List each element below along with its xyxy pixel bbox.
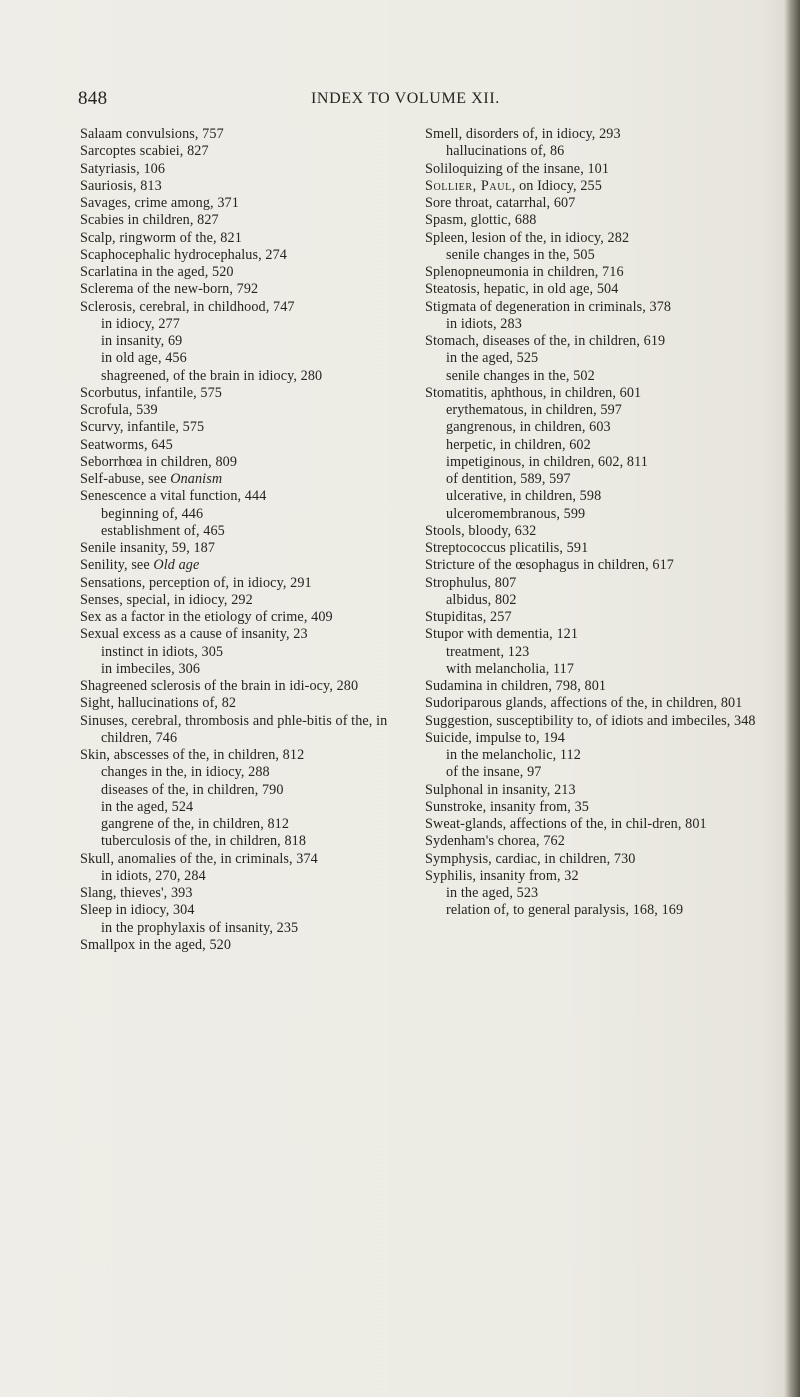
entry-text: Sunstroke, insanity from, 35 bbox=[425, 798, 589, 815]
index-entry bbox=[425, 385, 795, 402]
index-entry bbox=[425, 264, 795, 281]
entry-text: Senses, special, in idiocy, 292 bbox=[80, 591, 253, 608]
index-entry bbox=[425, 868, 795, 885]
index-entry bbox=[425, 799, 795, 816]
entry-text: treatment, 123 bbox=[446, 643, 530, 660]
index-entry bbox=[80, 471, 410, 488]
entry-text: Skull, anomalies of the, in criminals, 374 bbox=[80, 850, 318, 867]
index-entry bbox=[425, 695, 795, 712]
index-subentry bbox=[425, 316, 795, 333]
index-entry bbox=[80, 626, 410, 643]
entry-text: Suggestion, susceptibility to, of idiots and imbeciles, 348 bbox=[425, 712, 756, 729]
entry-text: Streptococcus plicatilis, 591 bbox=[425, 540, 589, 556]
entry-text: Sore throat, catarrhal, 607 bbox=[425, 195, 576, 211]
entry-text: Scorbutus, infantile, 575 bbox=[80, 384, 222, 401]
index-subentry bbox=[425, 661, 795, 678]
index-entry bbox=[425, 161, 795, 178]
index-entry bbox=[80, 695, 410, 712]
index-column-right bbox=[425, 126, 795, 920]
index-entry bbox=[80, 902, 410, 919]
index-subentry bbox=[425, 247, 795, 264]
entry-text: Stools, bloody, 632 bbox=[425, 522, 537, 539]
index-column-left bbox=[80, 126, 410, 954]
entry-text: Syphilis, insanity from, 32 bbox=[425, 867, 579, 884]
index-subentry bbox=[80, 523, 410, 540]
index-entry bbox=[80, 885, 410, 902]
index-entry bbox=[425, 678, 795, 695]
entry-text: in insanity, 69 bbox=[101, 333, 183, 349]
entry-text: Scarlatina in the aged, 520 bbox=[80, 264, 234, 280]
entry-text: of dentition, 589, 597 bbox=[446, 471, 571, 487]
entry-text: in idiots, 283 bbox=[446, 315, 522, 332]
index-entry bbox=[425, 609, 795, 626]
index-entry bbox=[80, 161, 410, 178]
index-entry bbox=[80, 281, 410, 298]
entry-text: Self-abuse, see bbox=[80, 471, 171, 487]
entry-text: Slang, thieves', 393 bbox=[80, 885, 193, 901]
entry-text: Symphysis, cardiac, in children, 730 bbox=[425, 850, 636, 867]
entry-text: shagreened, of the brain in idiocy, 280 bbox=[101, 367, 323, 384]
entry-text: Soliloquizing of the insane, 101 bbox=[425, 160, 610, 177]
entry-text: Sweat-glands, affections of the, in chil-dren, 801 bbox=[425, 816, 707, 832]
entry-text: albidus, 802 bbox=[446, 591, 517, 608]
entry-text: of the insane, 97 bbox=[446, 764, 542, 781]
index-subentry bbox=[425, 488, 795, 505]
index-entry bbox=[425, 178, 795, 195]
entry-text: gangrene of the, in children, 812 bbox=[101, 816, 290, 832]
entry-text: in idiots, 270, 284 bbox=[101, 867, 206, 884]
entry-text: erythematous, in children, 597 bbox=[446, 402, 622, 418]
index-entry bbox=[80, 713, 410, 748]
index-subentry bbox=[425, 419, 795, 436]
index-entry bbox=[80, 419, 410, 436]
index-entry bbox=[80, 454, 410, 471]
entry-text: tuberculosis of the, in children, 818 bbox=[101, 833, 307, 850]
index-entry bbox=[425, 299, 795, 316]
index-entry bbox=[425, 281, 795, 298]
author-name: Sollier, Paul bbox=[425, 177, 512, 194]
entry-text: Suicide, impulse to, 194 bbox=[425, 729, 565, 746]
entry-text: Sclerema of the new-born, 792 bbox=[80, 281, 259, 298]
entry-text: Steatosis, hepatic, in old age, 504 bbox=[425, 281, 619, 298]
entry-text: Sclerosis, cerebral, in childhood, 747 bbox=[80, 298, 295, 315]
entry-text: ulceromembranous, 599 bbox=[446, 505, 586, 522]
index-entry bbox=[425, 230, 795, 247]
page-number: 848 bbox=[78, 88, 108, 109]
entry-text: Scalp, ringworm of the, 821 bbox=[80, 229, 242, 246]
entry-text: instinct in idiots, 305 bbox=[101, 643, 224, 660]
index-subentry bbox=[80, 368, 410, 385]
index-entry bbox=[80, 609, 410, 626]
index-subentry bbox=[425, 764, 795, 781]
entry-text: herpetic, in children, 602 bbox=[446, 436, 591, 453]
entry-text: Salaam convulsions, 757 bbox=[80, 126, 224, 142]
entry-text: Sydenham's chorea, 762 bbox=[425, 833, 565, 850]
entry-text: Scurvy, infantile, 575 bbox=[80, 419, 205, 436]
entry-text: Scabies in children, 827 bbox=[80, 212, 219, 229]
index-entry bbox=[425, 575, 795, 592]
entry-text: Stupiditas, 257 bbox=[425, 609, 512, 625]
index-entry bbox=[425, 833, 795, 850]
index-entry bbox=[425, 333, 795, 350]
index-entry bbox=[80, 678, 410, 695]
entry-text: impetiginous, in children, 602, 811 bbox=[446, 453, 648, 470]
index-subentry bbox=[425, 350, 795, 367]
entry-text: Savages, crime among, 371 bbox=[80, 195, 239, 211]
index-subentry bbox=[80, 920, 410, 937]
index-entry bbox=[80, 851, 410, 868]
entry-text: establishment of, 465 bbox=[101, 522, 225, 539]
entry-text: Seatworms, 645 bbox=[80, 436, 173, 453]
index-entry bbox=[425, 523, 795, 540]
index-entry bbox=[80, 195, 410, 212]
index-subentry bbox=[425, 747, 795, 764]
entry-text: Skin, abscesses of the, in children, 812 bbox=[80, 747, 305, 763]
entry-text: diseases of the, in children, 790 bbox=[101, 781, 284, 798]
entry-text: Smell, disorders of, in idiocy, 293 bbox=[425, 126, 621, 142]
index-entry bbox=[80, 247, 410, 264]
index-entry bbox=[80, 937, 410, 954]
index-subentry bbox=[80, 333, 410, 350]
running-head: INDEX TO VOLUME XII. bbox=[311, 90, 500, 107]
entry-text: ulcerative, in children, 598 bbox=[446, 488, 602, 505]
index-entry bbox=[425, 212, 795, 229]
entry-text: Senility, see bbox=[80, 557, 154, 574]
index-entry bbox=[80, 178, 410, 195]
index-subentry bbox=[80, 799, 410, 816]
index-subentry bbox=[425, 437, 795, 454]
index-entry bbox=[425, 730, 795, 747]
entry-text: with melancholia, 117 bbox=[446, 660, 575, 677]
index-subentry bbox=[425, 471, 795, 488]
entry-text: Sudamina in children, 798, 801 bbox=[425, 678, 607, 694]
index-entry bbox=[80, 402, 410, 419]
entry-text: beginning of, 446 bbox=[101, 505, 204, 522]
entry-text: Stricture of the œsophagus in children, 617 bbox=[425, 557, 674, 574]
entry-text: relation of, to general paralysis, 168, 169 bbox=[446, 902, 684, 919]
index-subentry bbox=[425, 902, 795, 919]
entry-text: Satyriasis, 106 bbox=[80, 160, 166, 177]
index-entry bbox=[425, 540, 795, 557]
index-entry bbox=[80, 385, 410, 402]
entry-text: in the aged, 525 bbox=[446, 350, 539, 367]
index-entry bbox=[80, 437, 410, 454]
entry-text: Senile insanity, 59, 187 bbox=[80, 540, 216, 556]
entry-text: Seborrhœa in children, 809 bbox=[80, 453, 238, 470]
entry-text: in old age, 456 bbox=[101, 350, 187, 367]
index-subentry bbox=[425, 143, 795, 160]
index-entry bbox=[80, 212, 410, 229]
index-subentry bbox=[80, 316, 410, 333]
index-subentry bbox=[80, 661, 410, 678]
index-entry bbox=[425, 851, 795, 868]
index-subentry bbox=[80, 644, 410, 661]
index-subentry bbox=[80, 782, 410, 799]
index-entry bbox=[425, 626, 795, 643]
entry-text: senile changes in the, 502 bbox=[446, 367, 595, 384]
entry-text: Sudoriparous glands, affections of the, in children, 801 bbox=[425, 695, 743, 712]
entry-text: Stupor with dementia, 121 bbox=[425, 626, 579, 643]
entry-text: Splenopneumonia in children, 716 bbox=[425, 264, 624, 280]
index-entry bbox=[425, 126, 795, 143]
entry-text: Scrofula, 539 bbox=[80, 402, 158, 418]
cross-reference: Onanism bbox=[170, 471, 223, 487]
index-subentry bbox=[80, 816, 410, 833]
entry-text: Sarcoptes scabiei, 827 bbox=[80, 143, 209, 160]
entry-text: in the melancholic, 112 bbox=[446, 747, 581, 763]
index-subentry bbox=[425, 368, 795, 385]
entry-text: hallucinations of, 86 bbox=[446, 143, 565, 160]
entry-text: Sinuses, cerebral, thrombosis and phle-bitis of the, in children, 746 bbox=[80, 712, 391, 746]
entry-text: in the prophylaxis of insanity, 235 bbox=[101, 919, 299, 936]
entry-text: in the aged, 523 bbox=[446, 885, 539, 901]
index-entry bbox=[80, 592, 410, 609]
index-entry bbox=[80, 747, 410, 764]
index-entry bbox=[80, 540, 410, 557]
entry-text: senile changes in the, 505 bbox=[446, 246, 595, 263]
index-entry bbox=[425, 557, 795, 574]
entry-text: Sulphonal in insanity, 213 bbox=[425, 781, 576, 798]
index-entry bbox=[425, 782, 795, 799]
entry-text: , on Idiocy, 255 bbox=[511, 177, 602, 194]
entry-text: Stomatitis, aphthous, in children, 601 bbox=[425, 384, 642, 401]
index-entry bbox=[80, 488, 410, 505]
index-subentry bbox=[425, 592, 795, 609]
entry-text: changes in the, in idiocy, 288 bbox=[101, 764, 270, 781]
entry-text: Stigmata of degeneration in criminals, 378 bbox=[425, 298, 672, 315]
page-header bbox=[78, 88, 718, 118]
index-entry bbox=[425, 713, 795, 730]
entry-text: Sex as a factor in the etiology of crime, 409 bbox=[80, 609, 333, 625]
index-subentry bbox=[80, 764, 410, 781]
entry-text: Sleep in idiocy, 304 bbox=[80, 902, 195, 919]
entry-text: Smallpox in the aged, 520 bbox=[80, 936, 232, 953]
entry-text: Sensations, perception of, in idiocy, 291 bbox=[80, 574, 312, 591]
entry-text: Spleen, lesion of the, in idiocy, 282 bbox=[425, 229, 630, 246]
index-entry bbox=[425, 195, 795, 212]
cross-reference: Old age bbox=[153, 557, 200, 574]
index-entry bbox=[80, 264, 410, 281]
index-subentry bbox=[425, 402, 795, 419]
index-subentry bbox=[425, 644, 795, 661]
entry-text: Shagreened sclerosis of the brain in idi-ocy, 280 bbox=[80, 678, 359, 694]
entry-text: in the aged, 524 bbox=[101, 798, 194, 815]
index-entry bbox=[80, 557, 410, 574]
index-subentry bbox=[80, 506, 410, 523]
index-entry bbox=[80, 575, 410, 592]
entry-text: Stomach, diseases of the, in children, 619 bbox=[425, 333, 666, 349]
index-subentry bbox=[425, 506, 795, 523]
entry-text: Strophulus, 807 bbox=[425, 574, 517, 591]
entry-text: gangrenous, in children, 603 bbox=[446, 419, 611, 436]
entry-text: Sight, hallucinations of, 82 bbox=[80, 695, 237, 712]
index-subentry bbox=[80, 833, 410, 850]
entry-text: Senescence a vital function, 444 bbox=[80, 488, 267, 505]
entry-text: Sexual excess as a cause of insanity, 23 bbox=[80, 626, 308, 643]
entry-text: in idiocy, 277 bbox=[101, 315, 180, 332]
entry-text: Sauriosis, 813 bbox=[80, 177, 162, 194]
index-entry bbox=[80, 299, 410, 316]
index-subentry bbox=[80, 350, 410, 367]
index-entry bbox=[425, 816, 795, 833]
index-subentry bbox=[425, 885, 795, 902]
entry-text: Spasm, glottic, 688 bbox=[425, 212, 537, 229]
index-entry bbox=[80, 126, 410, 143]
index-subentry bbox=[425, 454, 795, 471]
index-entry bbox=[80, 143, 410, 160]
entry-text: in imbeciles, 306 bbox=[101, 660, 201, 677]
entry-text: Scaphocephalic hydrocephalus, 274 bbox=[80, 246, 287, 263]
index-entry bbox=[80, 230, 410, 247]
index-subentry bbox=[80, 868, 410, 885]
